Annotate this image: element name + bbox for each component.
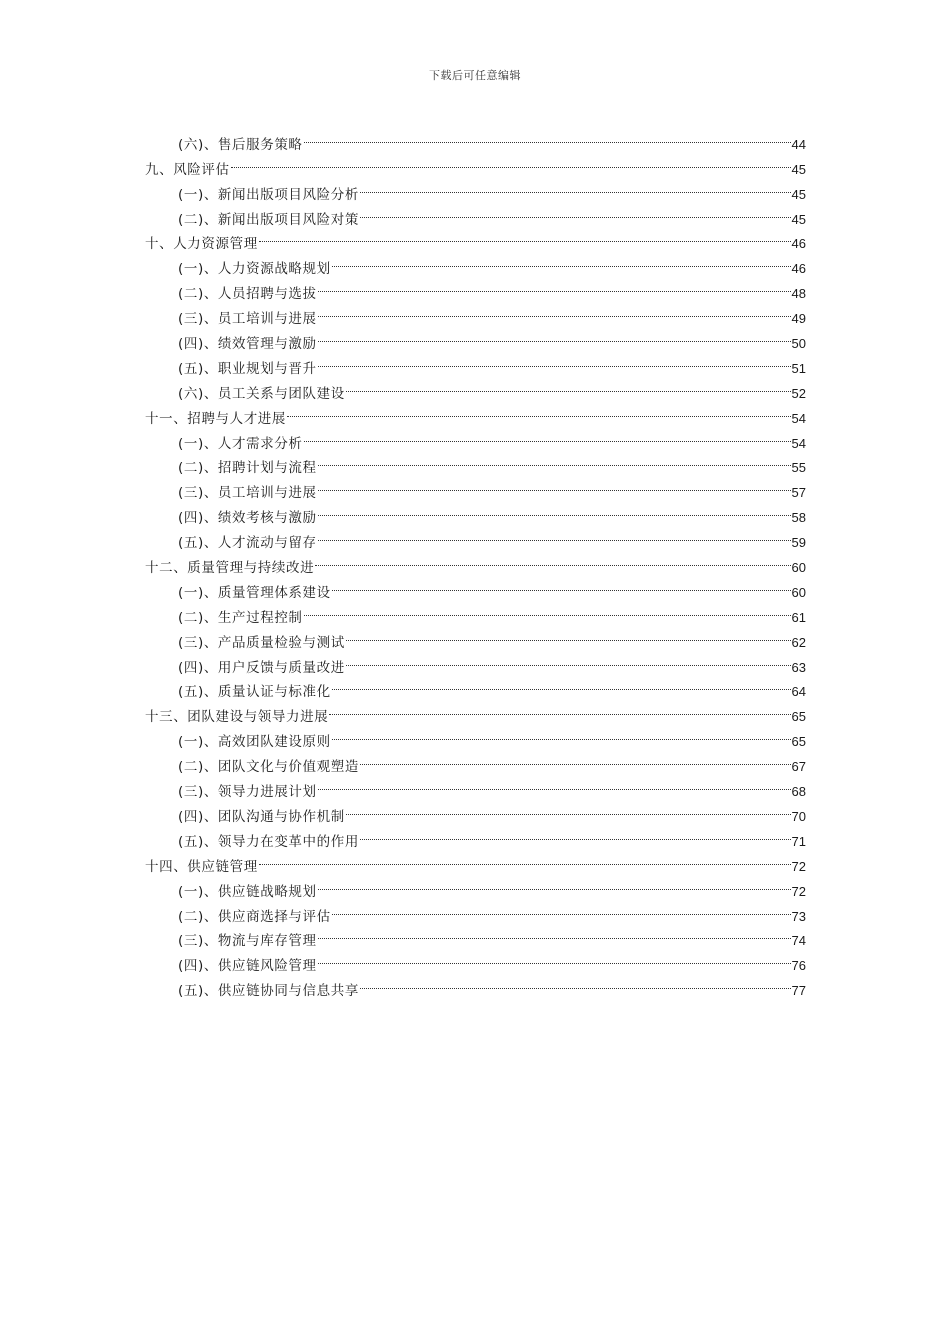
toc-dot-leader — [318, 771, 791, 796]
toc-dot-leader — [315, 547, 790, 572]
toc-dot-leader — [360, 174, 791, 199]
toc-dot-leader — [318, 348, 791, 373]
toc-page-number: 54 — [791, 410, 806, 426]
toc-page-number: 77 — [791, 983, 806, 999]
toc-entry-title: (一)、供应链战略规划 — [178, 883, 317, 900]
toc-entry-title: (四)、团队沟通与协作机制 — [178, 808, 345, 825]
toc-entry-title: 九、风险评估 — [145, 161, 230, 178]
toc-page-number: 49 — [791, 311, 806, 327]
toc-dot-leader — [318, 497, 791, 522]
toc-dot-leader — [332, 572, 791, 597]
toc-page-number: 61 — [791, 609, 806, 625]
toc-dot-leader — [346, 622, 791, 647]
toc-dot-leader — [259, 846, 791, 871]
toc-dot-leader — [318, 472, 791, 497]
toc-page-number: 68 — [791, 784, 806, 800]
toc-entry-title: 十二、质量管理与持续改进 — [145, 560, 315, 577]
toc-dot-leader — [332, 721, 791, 746]
toc-page-number: 72 — [791, 858, 806, 874]
toc-dot-leader — [318, 945, 791, 970]
toc-dot-leader — [360, 970, 791, 995]
toc-dot-leader — [360, 199, 791, 224]
toc-page-number: 57 — [791, 485, 806, 501]
toc-entry-title: 十四、供应链管理 — [145, 858, 258, 875]
toc-entry-title: (五)、人才流动与留存 — [178, 535, 317, 552]
toc-dot-leader — [259, 224, 791, 249]
toc-entry-title: (六)、售后服务策略 — [178, 136, 303, 153]
toc-page-number: 55 — [791, 460, 806, 476]
toc-dot-leader — [332, 896, 791, 921]
toc-section-row[interactable] — [145, 124, 806, 153]
toc-page-number: 45 — [791, 186, 806, 202]
toc-dot-leader — [360, 821, 791, 846]
toc-dot-leader — [318, 273, 791, 298]
toc-page-number: 59 — [791, 535, 806, 551]
toc-page-number: 45 — [791, 161, 806, 177]
toc-entry-title: (一)、新闻出版项目风险分析 — [178, 186, 359, 203]
toc-page-number: 60 — [791, 560, 806, 576]
toc-entry-title: (一)、质量管理体系建设 — [178, 584, 331, 601]
toc-dot-leader — [304, 124, 791, 149]
toc-dot-leader — [318, 448, 791, 473]
toc-page-number: 67 — [791, 759, 806, 775]
toc-section-row[interactable] — [145, 174, 806, 203]
toc-page-number: 44 — [791, 136, 806, 152]
toc-entry-title: (一)、高效团队建设原则 — [178, 734, 331, 751]
toc-entry-title: (二)、新闻出版项目风险对策 — [178, 211, 359, 228]
toc-page-number: 62 — [791, 634, 806, 650]
toc-entry-title: 十三、团队建设与领导力进展 — [145, 709, 329, 726]
toc-page-number: 63 — [791, 659, 806, 675]
toc-entry-title: (二)、团队文化与价值观塑造 — [178, 759, 359, 776]
toc-entry-title: (四)、用户反馈与质量改进 — [178, 659, 345, 676]
toc-dot-leader — [318, 522, 791, 547]
toc-dot-leader — [360, 746, 791, 771]
toc-entry-title: (五)、供应链协同与信息共享 — [178, 983, 359, 1000]
toc-page-number: 52 — [791, 385, 806, 401]
toc-dot-leader — [304, 423, 791, 448]
toc-entry-title: (四)、供应链风险管理 — [178, 958, 317, 975]
toc-entry-title: (六)、员工关系与团队建设 — [178, 385, 345, 402]
toc-entry-title: (三)、产品质量检验与测试 — [178, 634, 345, 651]
toc-entry-title: (五)、职业规划与晋升 — [178, 360, 317, 377]
toc-page-number: 46 — [791, 261, 806, 277]
toc-dot-leader — [287, 398, 791, 423]
toc-entry-title: (五)、领导力在变革中的作用 — [178, 833, 359, 850]
toc-entry-title: (一)、人力资源战略规划 — [178, 261, 331, 278]
toc-chapter-row[interactable] — [145, 149, 806, 178]
toc-dot-leader — [332, 248, 791, 273]
toc-dot-leader — [329, 696, 790, 721]
toc-page-number: 64 — [791, 684, 806, 700]
toc-page-number: 50 — [791, 336, 806, 352]
toc-dot-leader — [304, 597, 791, 622]
toc-dot-leader — [318, 298, 791, 323]
toc-page-number: 65 — [791, 709, 806, 725]
toc-dot-leader — [318, 921, 791, 946]
toc-entry-title: (二)、生产过程控制 — [178, 609, 303, 626]
toc-page-number: 70 — [791, 808, 806, 824]
toc-entry-title: (一)、人才需求分析 — [178, 435, 303, 452]
toc-entry-title: (五)、质量认证与标准化 — [178, 684, 331, 701]
toc-page-number: 73 — [791, 908, 806, 924]
toc-dot-leader — [346, 647, 791, 672]
toc-entry-title: (二)、招聘计划与流程 — [178, 460, 317, 477]
toc-entry-title: (二)、人员招聘与选拔 — [178, 286, 317, 303]
toc-page-number: 58 — [791, 510, 806, 526]
toc-dot-leader — [318, 871, 791, 896]
toc-entry-title: (四)、绩效管理与激励 — [178, 336, 317, 353]
toc-dot-leader — [346, 796, 791, 821]
toc-dot-leader — [231, 149, 791, 174]
toc-entry-title: 十一、招聘与人才进展 — [145, 410, 286, 427]
toc-entry-title: (三)、员工培训与进展 — [178, 311, 317, 328]
toc-page-number: 54 — [791, 435, 806, 451]
toc-entry-title: (二)、供应商选择与评估 — [178, 908, 331, 925]
toc-entry-title: (三)、领导力进展计划 — [178, 784, 317, 801]
toc-page-number: 51 — [791, 360, 806, 376]
toc-page-number: 48 — [791, 286, 806, 302]
toc-entry-title: (三)、员工培训与进展 — [178, 485, 317, 502]
toc-entry-title: (四)、绩效考核与激励 — [178, 510, 317, 527]
toc-page-number: 71 — [791, 833, 806, 849]
toc-page-number: 60 — [791, 584, 806, 600]
header-note: 下载后可任意编辑 — [429, 69, 521, 82]
toc-page-number: 65 — [791, 734, 806, 750]
toc-dot-leader — [332, 672, 791, 697]
toc-page-number: 72 — [791, 883, 806, 899]
toc-page-number: 45 — [791, 211, 806, 227]
toc-dot-leader — [346, 373, 791, 398]
table-of-contents — [145, 124, 806, 1000]
toc-page-number: 76 — [791, 958, 806, 974]
toc-page-number: 74 — [791, 933, 806, 949]
toc-page-number: 46 — [791, 236, 806, 252]
toc-entry-title: (三)、物流与库存管理 — [178, 933, 317, 950]
toc-dot-leader — [318, 323, 791, 348]
toc-entry-title: 十、人力资源管理 — [145, 236, 258, 253]
